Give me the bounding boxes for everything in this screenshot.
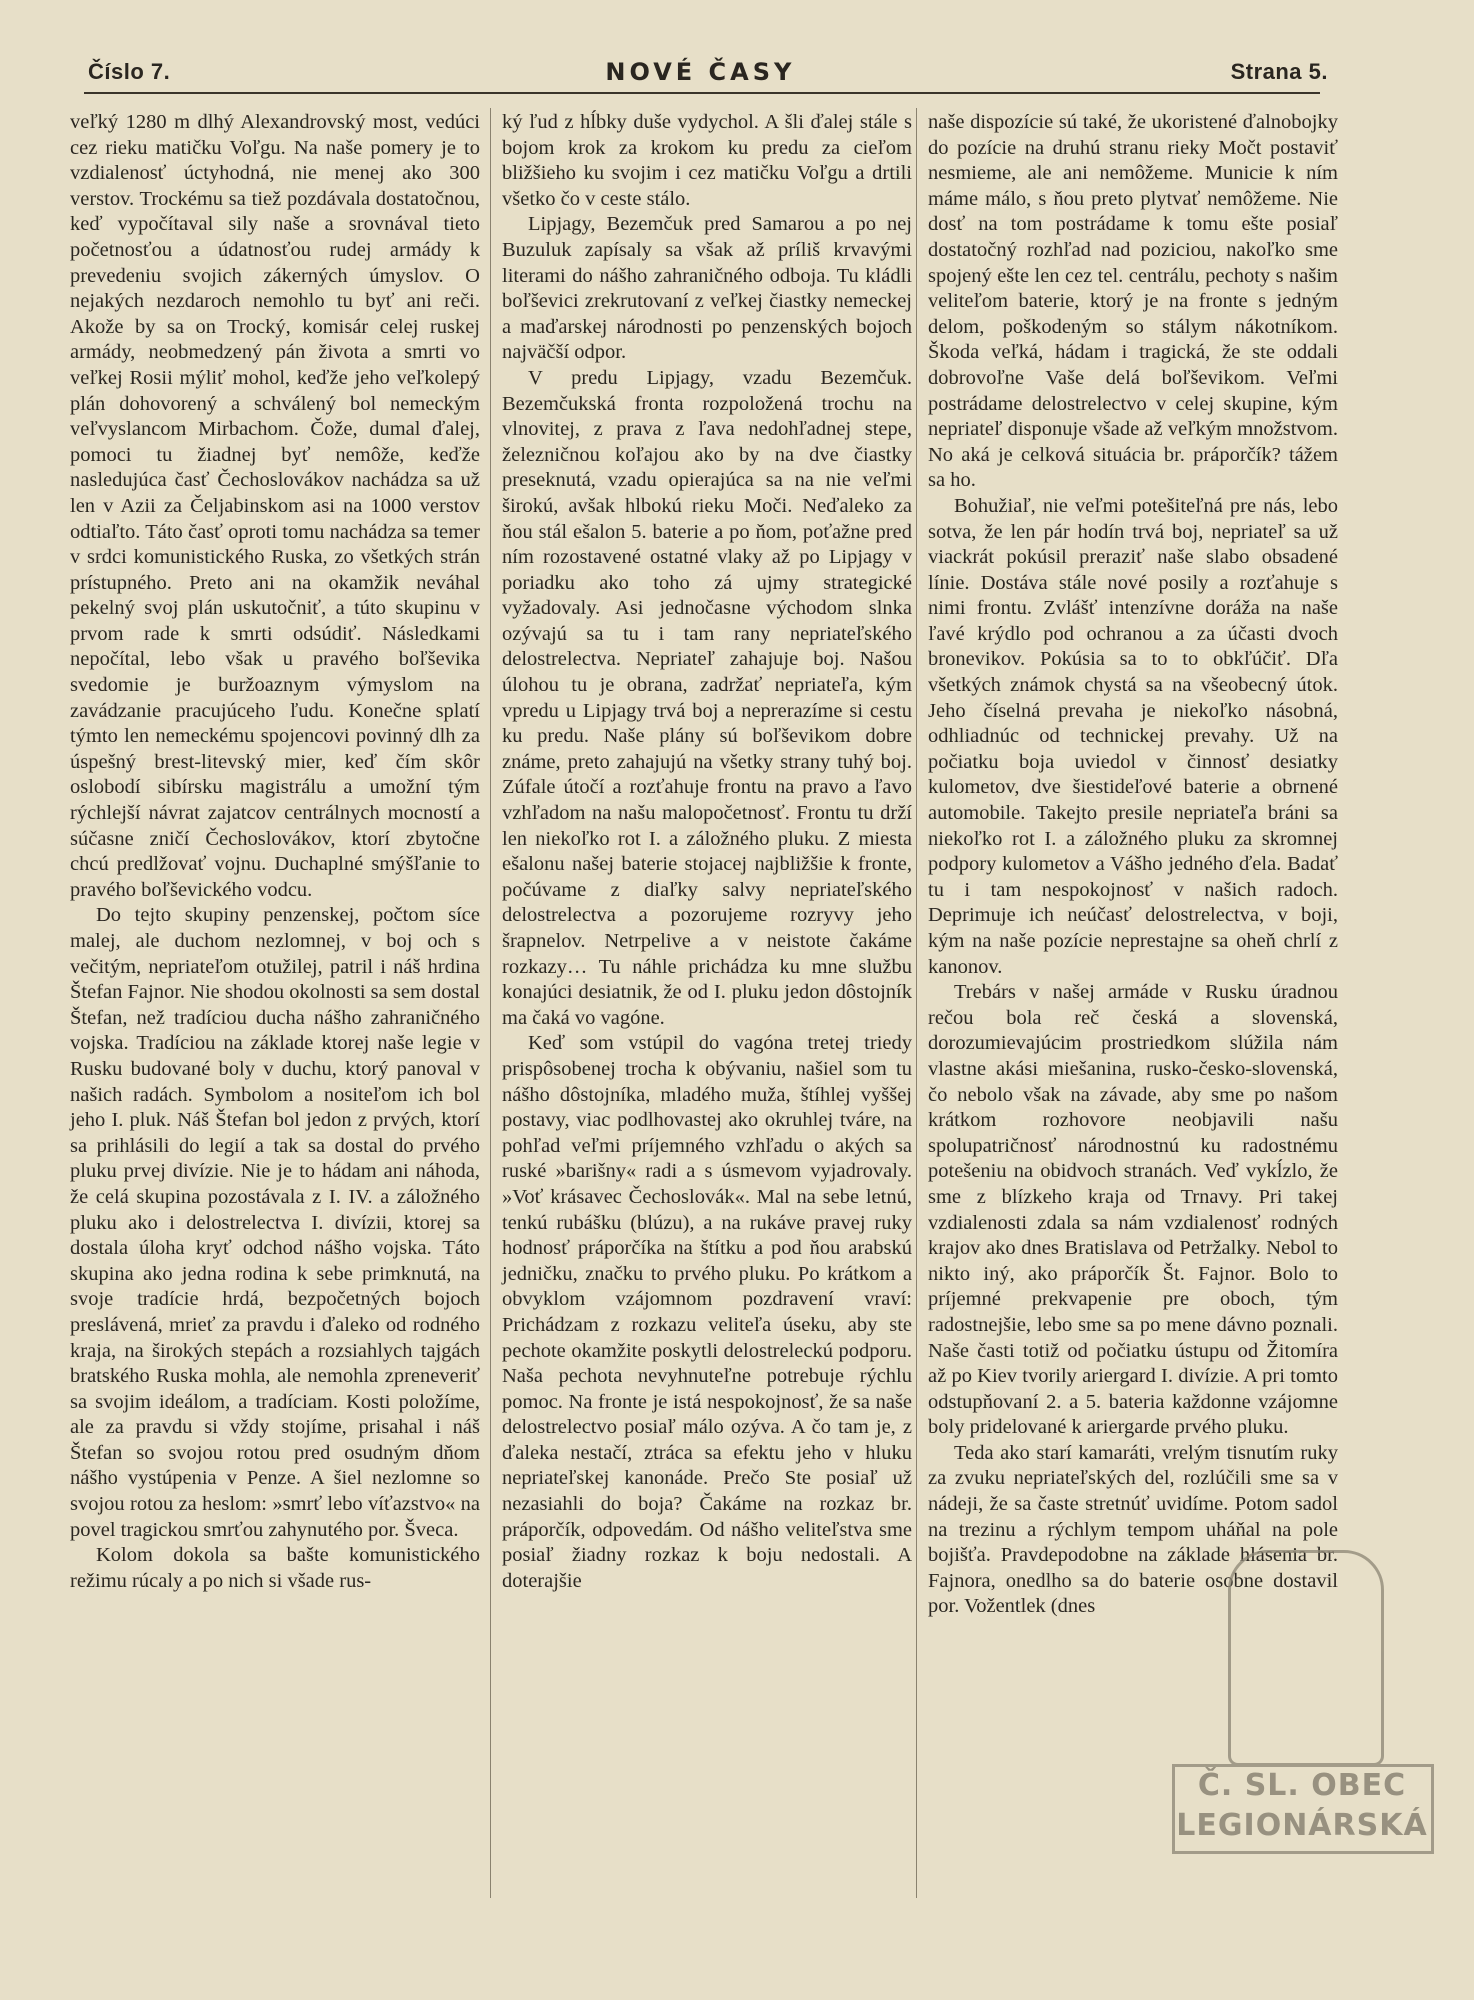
page-header [88,52,1328,92]
paragraph: Bohužiaľ, nie veľmi potešiteľná pre nás, lebo sotva, že len pár hodín trvá boj, nepriateľ sa už viackrát pokúsil preraziť naše slabo obsadené línie. Dostáva stále nové posily a rozťahuje s nimi frontu. Zvlášť intenzívne doráža na naše ľavé krýdlo pod ochranou a za účasti dvoch bronevikov. Pokúsia sa to to obkľúčiť. Dľa všetkých známok chystá sa na všeobecný útok. Jeho číselná prevaha je niekoľko násobná, odhliadnúc od technickej prevahy. Už na počiatku boja uviedol v činnosť desiatky kulometov, dve šiestideľové baterie a obrnené automobile. Takejto presile nepriateľa bráni sa niekoľko rot I. a záložného pluku za skromnej podpory kulometov a Vášho jedného ďela. Badať tu i tam nespokojnosť v našich radoch. Deprimuje ich neúčasť delostrelectva, v boji, kým na naše pozície neprestajne sa oheň chrlí z kanonov. [928,494,1338,978]
paragraph: veľký 1280 m dlhý Alexandrovský most, vedúci cez rieku matičku Voľgu. Na naše pomery je to vzdialenosť úctyhodná, nie menej ako 300 verstov. Trockému sa tiež pozdávala dostatočnou, keď vypočítaval sily naše a srovnával tieto početnosťou a údatnosťou rudej armády k prevedeniu svojich zákerných úmyslov. O nejakých nezdaroch nemohlo tu byť ani reči. Akože by sa on Trocký, komisár celej ruskej armády, neobmedzený pán života a smrti vo veľkej Rosii mýliť mohol, keďže jeho veľkolepý plán dohovorený a schválený bol nemeckým veľvyslancom Mirbachom. Čože, dumal ďalej, pomoci tu žiadnej byť nemôže, keďže nasledujúca časť Čechoslovákov nachádza sa už len v Azii za Čeljabinskom asi na 1000 verstov odtiaľto. Táto časť oproti tomu nachádza sa temer v srdci komunistického Ruska, zo všetkých strán prístupného. Preto ani na okamžik neváhal pekelný svoj plán uskutočniť, a túto skupinu v prvom rade k smrti odsúdiť. Následkami nepočítal, lebo však u pravého boľševika svedomie je buržoaznym výmyslom na zavádzanie pracujúceho ľudu. Konečne splatí týmto len nemeckému spojencovi povinný dlh za úspešný brest-litevský mier, keď čím skôr oslobodí sibírsku magistrálu a umožní tým rýchlejší návrat zajatcov centrálnych mocností a súčasne zničí Čechoslovákov, ktorí zbytočne chcú predlžovať vojnu. Duchaplné smýšľanie to pravého boľševického vodcu. [70,111,480,901]
legion-emblem-icon [1228,1550,1384,1766]
column-2 [502,110,912,1594]
issue-number: Číslo 7. [88,59,171,84]
paragraph: Teda ako starí kamaráti, vrelým tisnutím ruky za zvuku nepriateľských del, rozlúčili sme sa v nádeji, že sa časte stretnúť uvidíme. Potom sadol na trezinu a rýchlym tempom uháňal na pole bojišťa. Pravdepodobne na základe hlásenia br. Fajnora, onedlho sa do baterie osobne dostavil por. Vožentlek (dnes [928,1441,1338,1618]
paragraph: Kolom dokola sa bašte komunistického režimu rúcaly a po nich si všade rus- [70,1544,480,1592]
paragraph: naše dispozície sú také, že ukoristené ďalnobojky do pozície na druhú stranu rieky Močt postaviť nesmieme, ale ani nemôžeme. Municie k ním máme málo, s ňou preto plytvať nemôžeme. Nie dosť na tom postrádame k tomu ešte posiaľ dostatočný rozhľad nad poziciou, nakoľko sme spojený ešte len cez tel. centrálu, pechoty s našim veliteľom baterie, ktorý je na fronte s jedným delom, poškodeným so stálym nákotníkom. Škoda veľká, hádam i tragická, že ste oddali dobrovoľne Vaše delá boľševikom. Veľmi postrádame delostrelectvo v celej skupine, kým nepriateľ disponuje všade až veľkým množstvom. No aká je celková situácia br. práporčík? tážem sa ho. [928,111,1338,492]
column-3 [928,110,1338,1620]
archive-watermark-stamp [1168,1700,1436,1880]
stamp-line-2: LEGIONÁRSKÁ [1176,1808,1428,1843]
paragraph: ký ľud z hĺbky duše vydychol. A šli ďalej stále s bojom krok za krokom ku predu za cieľom bližšieho ku svojim i cez matičku Voľgu a drtili všetko čo v ceste stálo. [502,111,912,210]
column-divider-2 [916,108,917,1898]
page-number: Strana 5. [1230,59,1328,84]
paragraph: Do tejto skupiny penzenskej, počtom síce malej, ale duchom nezlomnej, v boj och s večitým, nepriateľom otužilej, patril i náš hrdina Štefan Fajnor. Nie shodou okolnosti sa sem dostal Štefan, než tradíciou ducha nášho zahraničného vojska. Tradíciou na základe ktorej naše legie v Rusku budované boly v duchu, ktorý panoval v našich radách. Symbolom a nositeľom ich bol jeho I. pluk. Náš Štefan bol jedon z prvých, ktorí sa prihlásili do legií a tak sa dostal do prvého pluku prvej divízie. Nie je to hádam ani náhoda, že celá skupina pozostávala z I. IV. a záložného pluku ako i delostrelectva I. divízii, ktorej sa dostala úloha kryť odchod nášho vojska. Táto skupina ako jedna rodina k sebe primknutá, na svoje tradície hrdá, bezpočetných bojoch preslávená, mrieť za pravdu i ďaleko od rodného kraja, na širokých stepách a rozsiahlych tajgách bratského Ruska mohla, ale nemohla zpreneveriť sa svojim ideálom, a tradíciam. Kosti položíme, ale za pravdu si vždy stojíme, prisahal i náš Štefan so svojou rotou pred osudným dňom nášho vystúpenia v Penze. A šiel nezlomne so svojou rotou za heslom: »smrť lebo víťazstvo« na povel tragickou smrťou zahynutého por. Šveca. [70,904,480,1541]
stamp-line-1: Č. SL. OBEC [1197,1768,1407,1803]
column-1 [70,110,480,1594]
paragraph: Trebárs v našej armáde v Rusku úradnou rečou bola reč česká a slovenská, dorozumievajúcim prostriedkom slúžila nám vlastne akási miešanina, rusko-česko-slovenská, čo nebolo však na závade, aby sme po našom krátkom rozhovore neobjavili našu spolupatričnosť národnostnú ku radostnému potešeniu na obidvoch stranách. Veď vykĺzlo, že sme z blízkeho kraja od Trnavy. Pri takej vzdialenosti zdala sa nám vzdialenosť rodných krajov ako dnes Bratislava od Petržalky. Nebol to nikto iný, ako práporčík Št. Fajnor. Bolo to príjemné prekvapenie pre oboch, tým radostnejšie, lebo sme sa po mene dávno poznali. Naše časti totiž od počiatku ústupu od Žitomíra až po Kiev tvorily ariergard I. divízie. A pri tomto odstupňovaní 2. a 5. bateria každonne vzájomne boly pridelované k ariergarde prvého pluku. [928,981,1338,1439]
header-rule [84,92,1320,94]
paragraph: Keď som vstúpil do vagóna tretej triedy prispôsobenej trocha k obývaniu, našiel som tu nášho dôstojníka, mladého muža, štíhlej vyššej postavy, viac podlhovastej ako okruhlej tváre, na pohľad veľmi príjemného vzhľadu o akých sa ruské »barišny« radi a s úsmevom vyjadrovaly. »Voť krásavec Čechoslovák«. Mal na sebe letnú, tenkú rubášku (blúzu), a na rukáve pravej ruky hodnosť práporčíka na štítku a pod ňou arabskú jedničku, značku to prvého pluku. Po krátkom a obvyklom vzájomnom pozdravení vraví: Prichádzam z rozkazu veliteľa úseku, aby ste pechote okamžite poskytli delostreleckú podporu. Naša pechota nevyhnuteľne potrebuje rýchlu pomoc. Na fronte je istá nespokojnosť, že sa naše delostrelectvo posiaľ málo ozýva. A čo tam je, z ďaleka nestačí, ztráca sa efektu jeho v hluku nepriateľskej kanonáde. Prečo Ste posiaľ už nezasiahli do boja? Čakáme na rozkaz br. práporčík, odpovedám. Od nášho veliteľstva sme posiaľ žiadny rozkaz k boju nedostali. A doterajšie [502,1032,912,1592]
column-divider-1 [490,108,491,1898]
newspaper-title: NOVÉ ČASY [605,58,796,86]
paragraph: Lipjagy, Bezemčuk pred Samarou a po nej Buzuluk zapísaly sa však až príliš krvavými literami do nášho zahraničného odboja. Tu kládli boľševici zrekrutovaní z veľkej čiastky nemeckej a maďarskej národnosti po penzenských bojoch najväčší odpor. [502,213,912,364]
paragraph: V predu Lipjagy, vzadu Bezemčuk. Bezemčukská fronta rozpoložená trochu na vlnovitej, z prava z ľava nedohľadnej stepe, železničnou koľajou ako by na dve čiastky preseknutá, vzadu opierajúca sa na nie veľmi širokú, avšak hlbokú rieku Moči. Neďaleko za ňou stál ešalon 5. baterie a po ňom, poťažne pred ním rozostavené ostatné vlaky až po Lipjagy v poriadku ako toho zá ujmy strategické vyžadovaly. Asi jednočasne východom slnka ozývajú sa tu i tam rany nepriateľského delostrelectva. Nepriateľ zahajuje boj. Našou úlohou tu je obrana, zadržať nepriateľa, kým vpredu u Lipjagy trvá boj a neprerazíme si cestu ku predu. Naše plány sú boľševikom dobre známe, preto zahajujú na všetky strany tuhý boj. Zúfale útočí a rozťahuje frontu na pravo a ľavo vzhľadom na našu malopočetnosť. Frontu tu drží len niekoľko rot I. a záložného pluku. Z miesta ešalonu našej baterie stojacej najbližšie k fronte, počúvame z diaľky salvy nepriateľského delostrelectva a pozorujeme rozryvy jeho šrapnelov. Netrpelive a v neistote čakáme rozkazy… Tu náhle prichádza ku mne službu konajúci desiatnik, že od I. pluku jedon dôstojník ma čaká vo vagóne. [502,366,912,1029]
